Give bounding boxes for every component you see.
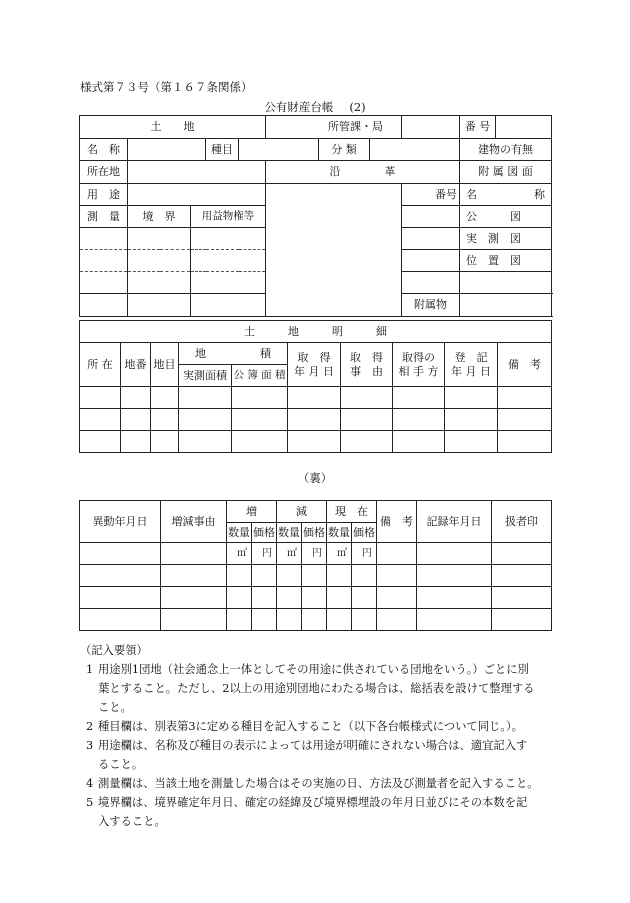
drawing-no-3[interactable] [402,250,460,272]
attached-drawings-label: 附 属 図 面 [460,161,552,184]
drawing-no-label: 番号 [402,184,460,206]
detail-acq-party-header: 取得の 相 手 方 [393,343,445,387]
note-item: 2 種目欄は、別表第3に定める種目を記入すること（以下各台帳様式について同じ。）。 [86,720,523,733]
boundary-field-4[interactable] [128,294,191,317]
back-row[interactable] [80,609,552,631]
boundary-field-1[interactable] [128,228,191,250]
drawing-no-1[interactable] [402,206,460,228]
usufruct-field-1[interactable] [191,228,266,250]
drawing-item-3: 位 置 図 [460,250,552,272]
note-item: 4 測量欄は、当該土地を測量した場合はその実施の日、方法及び測量者を記入すること。 [86,777,539,790]
number-label: 番 号 [460,116,496,139]
boundary-field-3[interactable] [128,272,191,294]
type-label: 種目 [206,139,239,161]
detail-acq-date-header: 取 得 年 月 日 [288,343,341,387]
back-row[interactable] [80,587,552,609]
detail-registered-area-header: 公 簿 面 積 [232,365,288,387]
seal-header: 扱者印 [492,501,552,543]
drawing-no-2[interactable] [402,228,460,250]
change-date-header: 異動年月日 [80,501,161,543]
dept-field[interactable] [402,116,460,139]
survey-label: 測 量 [80,206,128,228]
detail-reg-date-header: 登 記 年 月 日 [445,343,498,387]
drawing-name-label: 名 称 [460,184,552,206]
detail-row[interactable] [80,409,552,431]
back-row[interactable] [80,565,552,587]
survey-field-1[interactable] [80,228,128,250]
class-label: 分 類 [319,139,370,161]
building-presence-label: 建物の有無 [460,139,552,161]
unit-sqm: ㎡ [327,543,352,565]
drawing-no-4[interactable] [402,272,460,294]
title-text: 公有財産台帳 [264,100,334,114]
entry-instructions [80,641,560,831]
usufruct-field-4[interactable] [191,294,266,317]
survey-field-2[interactable] [80,250,128,272]
name-label: 名 称 [80,139,128,161]
current-qty-header: 数量 [327,523,352,543]
note-item: 1 用途別1団地（社会通念上一体としてその用途に供されている団地をいう。）ごとに別 葉とすること。ただし、2以上の用途別団地にわたる場合は、総括表を設けて整理する こと。 [86,663,535,714]
class-field[interactable] [370,139,460,161]
drawing-item-4[interactable] [460,272,552,294]
attachments-label: 附属物 [402,294,460,317]
decrease-qty-header: 数量 [277,523,302,543]
unit-sqm: ㎡ [277,543,302,565]
note-item: 5 境界欄は、境界確定年月日、確定の経緯及び境界標埋設の年月日並びにその本数を記 入すること。 [86,796,528,828]
back-row[interactable] [80,543,552,565]
current-header: 現 在 [327,501,377,523]
history-field[interactable] [266,184,402,317]
notes-heading: （記入要領） [80,644,148,657]
number-field[interactable] [496,116,552,139]
survey-field-4[interactable] [80,294,128,317]
record-date-header: 記録年月日 [417,501,492,543]
boundary-label: 境 界 [128,206,191,228]
note-item: 3 用途欄は、名称及び種目の表示によっては用途が明確にされない場合は、適宜記入す ること。 [86,739,528,771]
attachments-field[interactable] [460,294,552,317]
detail-measured-area-header: 実測面積 [179,365,232,387]
history-label: 沿 革 [266,161,460,184]
unit-yen: 円 [302,543,327,565]
document-title [0,99,630,115]
drawing-item-1: 公 図 [460,206,552,228]
usufruct-field-2[interactable] [191,250,266,272]
location-field[interactable] [128,161,266,184]
land-details-table [79,320,552,453]
detail-remarks-header: 備 考 [498,343,552,387]
drawing-item-2: 実 測 図 [460,228,552,250]
name-field[interactable] [128,139,206,161]
boundary-field-2[interactable] [128,250,191,272]
back-ledger-table [79,500,552,631]
usage-label: 用 途 [80,184,128,206]
usufruct-label: 用益物権等 [191,206,266,228]
unit-yen: 円 [252,543,277,565]
unit-sqm: ㎡ [227,543,252,565]
usage-field[interactable] [128,184,266,206]
front-ledger-table [79,115,552,317]
survey-field-3[interactable] [80,272,128,294]
unit-yen: 円 [352,543,377,565]
back-side-label: （裏） [297,471,333,485]
increase-header: 増 [227,501,277,523]
land-details-heading: 土 地 明 細 [80,321,552,343]
increase-price-header: 価格 [252,523,277,543]
location-label: 所在地 [80,161,128,184]
detail-lot-header: 地番 [121,343,151,387]
detail-row[interactable] [80,431,552,453]
detail-area-header: 地 積 [179,343,288,365]
back-remarks-header: 備 考 [377,501,417,543]
form-number: 様式第７３号（第１６７条関係） [80,80,253,94]
increase-qty-header: 数量 [227,523,252,543]
detail-landtype-header: 地目 [151,343,179,387]
current-price-header: 価格 [352,523,377,543]
change-reason-header: 増減事由 [161,501,227,543]
type-field[interactable] [239,139,319,161]
decrease-price-header: 価格 [302,523,327,543]
usufruct-field-3[interactable] [191,272,266,294]
title-number: (2) [349,100,366,114]
detail-row[interactable] [80,387,552,409]
land-label: 土 地 [80,116,266,139]
detail-acq-reason-header: 取 得 事 由 [341,343,393,387]
dept-label: 所管課・局 [266,116,402,139]
detail-location-header: 所 在 [80,343,121,387]
decrease-header: 減 [277,501,327,523]
